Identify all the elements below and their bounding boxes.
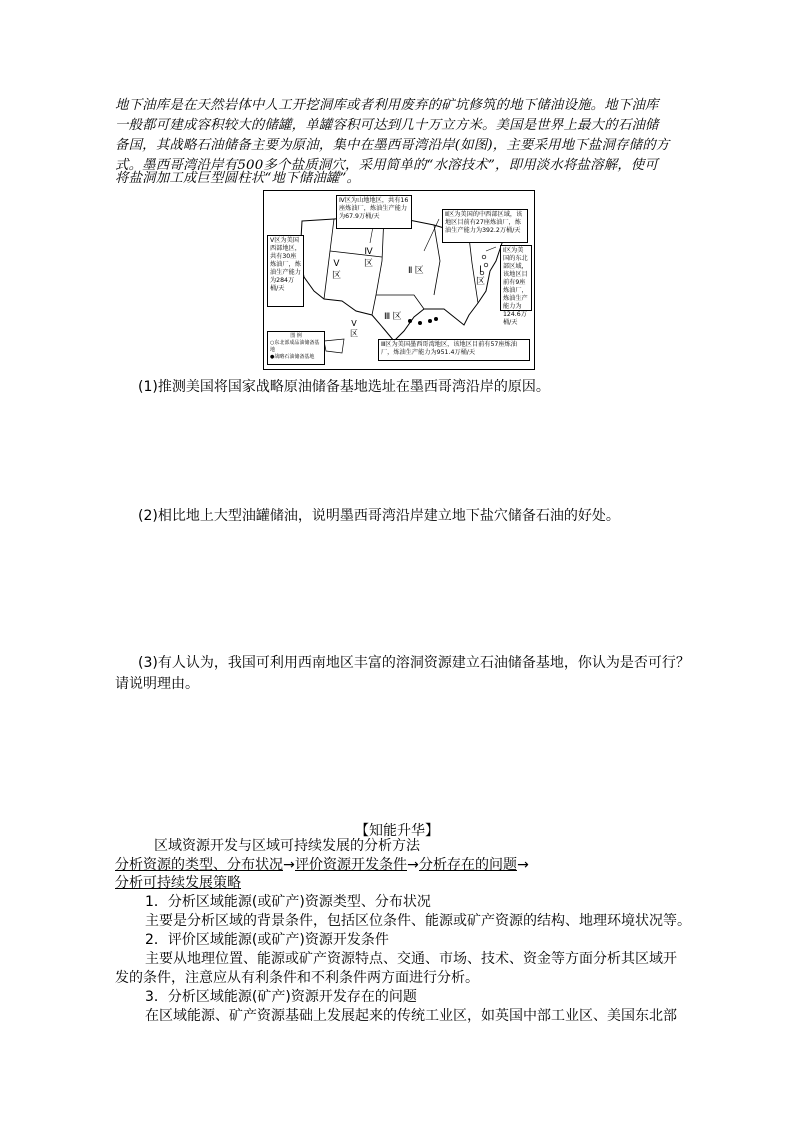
us-refinery-map	[263, 190, 535, 370]
item-3-text: 在区域能源、矿产资源基础上发展起来的传统工业区，如英国中部工业区、美国东北部	[145, 1008, 677, 1024]
region-3-label: Ⅲ 区	[384, 311, 402, 321]
section-subtitle: 区域资源开发与区域可持续发展的分析方法	[154, 838, 420, 854]
region-5-south-numeral: Ⅴ	[351, 319, 357, 328]
region-2-label: Ⅱ 区	[408, 265, 424, 275]
flow-step-2: 评价资源开发条件	[295, 857, 407, 873]
region-4-info-box: Ⅳ区为山地地区，共有16座炼油厂，炼油生产能力为67.9万桶/天	[336, 195, 412, 229]
question-2: (2)相比地上大型油罐储油，说明墨西哥湾沿岸建立地下盐穴储备石油的好处。	[138, 508, 620, 524]
item-2-title: 2．评价区域能源(或矿产)资源开发条件	[145, 932, 389, 948]
section-heading: 【知能升华】	[355, 823, 439, 839]
question-1: (1)推测美国将国家战略原油储备基地选址在墨西哥湾沿岸的原因。	[138, 379, 550, 395]
region-3-info-box: Ⅲ区为美国墨西哥湾地区，该地区目前有57座炼油厂，炼油生产能力为951.4万桶/天	[378, 339, 530, 361]
legend-item-strategic-reserve: ●战略石油储备基地	[270, 354, 315, 360]
region-5-south-label	[350, 319, 358, 339]
question-3-line-2: 请说明理由。	[115, 676, 199, 692]
item-1-text: 主要是分析区域的背景条件，包括区位条件、能源或矿产资源的结构、地理环境状况等。	[145, 913, 691, 929]
intro-line-3: 备国，其战略石油储备主要为原油，集中在墨西哥湾沿岸(如图)，主要采用地下盐洞存储的方	[115, 138, 670, 153]
intro-line-2: 一般都可建成容积较大的储罐，单罐容积可达到几十万立方米。美国是世界上最大的石油储	[115, 118, 659, 133]
intro-line-4: 式。墨西哥湾沿岸有500多个盐质洞穴，采用简单的“水溶技术”，即用淡水将盐溶解，使可	[115, 158, 659, 173]
arrow-icon: →	[407, 857, 419, 873]
item-2-text-line-2: 发的条件，注意应从有利条件和不利条件两方面进行分析。	[115, 970, 479, 986]
arrow-icon: →	[283, 857, 295, 873]
region-1-numeral: Ⅰ	[479, 264, 482, 274]
intro-line-5: 将盐洞加工成巨型圆柱状“地下储油罐”。	[115, 171, 361, 186]
region-1-info-box: Ⅰ区为美国的东北部区域，该地区目前有9座炼油厂，炼油生产能力为124.6万桶/天	[500, 245, 532, 311]
region-4-numeral: Ⅳ	[364, 246, 373, 256]
flow-step-3: 分析存在的问题	[419, 857, 517, 873]
intro-line-1: 地下油库是在天然岩体中人工开挖洞库或者利用废弃的矿坑修筑的地下储油设施。地下油库	[115, 98, 659, 113]
flow-step-1: 分析资源的类型、分布状况	[115, 857, 283, 873]
region-5-label	[332, 257, 341, 281]
legend-title: 图 例	[290, 333, 302, 339]
analysis-flow	[115, 854, 529, 874]
region-5-info-box: Ⅴ区为美国西部地区，共有30座炼油厂，炼油生产能力为284万桶/天	[267, 235, 304, 307]
question-3-line-1: (3)有人认为，我国可利用西南地区丰富的溶洞资源建立石油储备基地，你认为是否可行？	[138, 655, 690, 671]
item-2-text-line-1: 主要从地理位置、能源或矿产资源特点、交通、市场、技术、资金等方面分析其区域开	[145, 951, 677, 967]
region-4-label	[364, 245, 373, 269]
region-5-char: 区	[332, 270, 342, 280]
region-2-info-box: Ⅱ区为美国的中西部区域，该地区目前有27座炼油厂，炼油生产能力为392.2万桶/天	[442, 209, 528, 243]
legend-item-product-oil-base: ○东北部成品油储备基地	[270, 340, 320, 353]
arrow-icon: →	[517, 857, 529, 873]
map-legend	[267, 331, 325, 365]
item-3-title: 3．分析区域能源(矿产)资源开发存在的问题	[145, 989, 417, 1005]
region-1-char: 区	[476, 276, 486, 286]
region-5-south-char: 区	[350, 329, 358, 338]
region-5-numeral: Ⅴ	[333, 258, 340, 268]
region-4-char: 区	[364, 258, 374, 268]
flow-step-4: 分析可持续发展策略	[115, 875, 241, 891]
region-1-label	[476, 263, 485, 287]
item-1-title: 1．分析区域能源(或矿产)资源类型、分布状况	[145, 894, 431, 910]
